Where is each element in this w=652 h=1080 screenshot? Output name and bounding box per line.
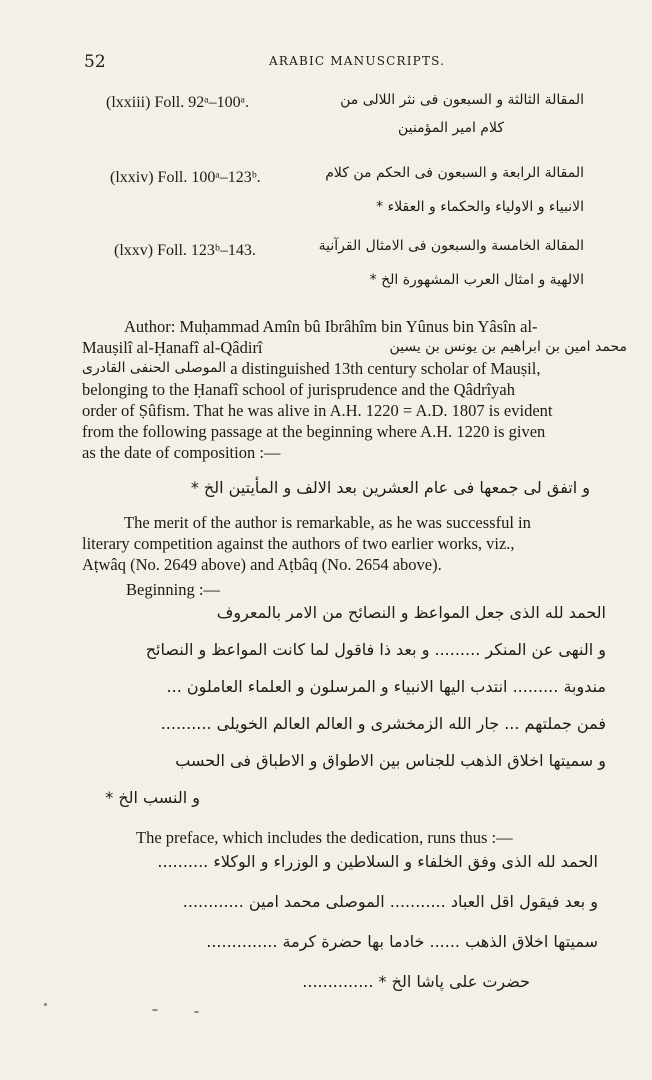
paragraph-line: [82, 358, 627, 379]
author-nisba-arabic: الموصلی الحنفی القادری: [82, 360, 227, 376]
paragraph-line: belonging to the Ḥanafî school of jurisprudence and the Qâdrîyah: [82, 380, 515, 399]
paragraph-line: The merit of the author is remarkable, as he was successful in: [124, 513, 531, 532]
arabic-text-line: سميتها اخلاق الذهب ...... خادما بها حضرة كرمة ..............: [206, 932, 598, 951]
arabic-text-line: مندوبة ......... انتدب اليها الانبياء و المرسلون و العلماء العاملون ...: [166, 677, 606, 696]
arabic-text-line: الحمد لله الذی وفق الخلفاء و السلاطين و الوزراء و الوكلاء ..........: [157, 852, 598, 871]
paragraph-line: as the date of composition :—: [82, 443, 281, 462]
arabic-text-line: حضرت علی پاشا الخ * ..............: [302, 972, 530, 991]
page-header: [84, 52, 624, 76]
author-paragraph: [82, 316, 627, 463]
arabic-text-line: و النهی عن المنكر ......... و بعد ذا فاقول لما كانت المواعظ و النصائح: [145, 640, 606, 659]
arabic-text-line: و النسب الخ *: [105, 788, 200, 807]
arabic-quote: [90, 478, 610, 508]
arabic-quote-line: و اتفق لی جمعها فی عام العشرين بعد الالف و المأيتين الخ *: [190, 478, 590, 497]
folio-reference: (lxxiv) Foll. 100ᵃ–123ᵇ.: [110, 169, 261, 186]
catalog-entry: [84, 236, 604, 296]
paragraph-text: a distinguished 13th century scholar of Mauṣil,: [230, 359, 541, 378]
folio-reference: (lxxv) Foll. 123ᵇ–143.: [114, 242, 256, 259]
catalog-entry: [84, 163, 604, 223]
preface-passage: [90, 852, 610, 1002]
author-name-latin: Mauṣilî al-Ḥanafî al-Qâdirî: [82, 338, 263, 357]
merit-paragraph: [82, 512, 627, 575]
arabic-title-line: كلام امير المؤمنين: [397, 120, 504, 136]
paper-speck: [44, 1003, 47, 1006]
arabic-text-line: و بعد فيقول اقل العباد ........... الموصلی محمد امين ............: [182, 892, 598, 911]
paragraph-line: from the following passage at the beginning where A.H. 1220 is given: [82, 422, 546, 441]
author-name-arabic: محمد امين بن ابراهيم بن يونس بن يسين: [389, 339, 627, 355]
arabic-title-line: الانبياء و الاولياء والحكماء و العقلاء *: [376, 199, 584, 215]
arabic-text-line: فمن جملتهم ... جار الله الزمخشری و العالم العالم الخويلی ..........: [160, 714, 606, 733]
arabic-text-line: و سميتها اخلاق الذهب للجناس بين الاطواق و الاطباق فی الحسب: [175, 751, 606, 770]
page-number: 52: [84, 52, 106, 72]
paragraph-line: Aṭwâq (No. 2649 above) and Aṭbâq (No. 2654 above).: [82, 555, 442, 574]
running-title: ARABIC MANUSCRIPTS.: [269, 54, 446, 68]
arabic-title-line: المقالة الخامسة والسبعون فی الامثال القرآنية: [318, 238, 584, 254]
beginning-passage: [90, 603, 610, 823]
preface-heading: The preface, which includes the dedication, runs thus :—: [136, 828, 513, 847]
paragraph-line: Author: Muḥammad Amîn bû Ibrâhîm bin Yûnus bin Yâsîn al-: [124, 317, 538, 336]
beginning-heading: Beginning :—: [126, 580, 220, 599]
folio-reference: (lxxiii) Foll. 92ᵃ–100ᵃ.: [106, 94, 249, 111]
paragraph-line: [82, 337, 627, 358]
arabic-text-line: الحمد لله الذی جعل المواعظ و النصائح من الامر بالمعروف: [216, 603, 606, 622]
arabic-title-line: الالهية و امثال العرب المشهورة الخ *: [369, 272, 584, 288]
paragraph-line: literary competition against the authors of two earlier works, viz.,: [82, 534, 515, 553]
arabic-title-line: المقالة الثالثة و السبعون فی نثر اللالی من: [340, 92, 584, 108]
arabic-title-line: المقالة الرابعة و السبعون فی الحكم من كلام: [325, 165, 584, 181]
paragraph-line: order of Ṣûfism. That he was alive in A.H. 1220 = A.D. 1807 is evident: [82, 401, 553, 420]
catalog-entry: [84, 92, 604, 142]
paper-speck: [194, 1011, 199, 1013]
paper-speck: [152, 1009, 158, 1011]
